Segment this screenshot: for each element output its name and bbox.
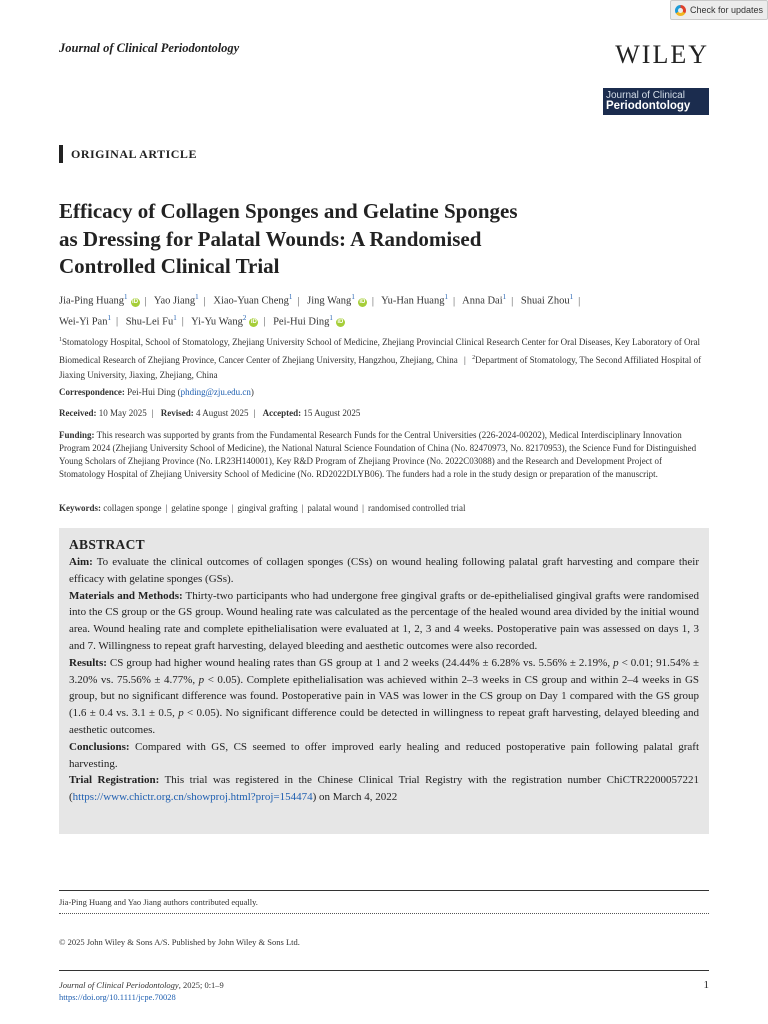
abstract-results: [69, 655, 699, 739]
author-affil-sup: 1: [329, 313, 333, 322]
author-separator: |: [203, 295, 206, 307]
abstract-heading: ABSTRACT: [69, 537, 145, 552]
funding-statement: [59, 429, 709, 481]
author-list: [59, 289, 709, 330]
footnote-rule: [59, 890, 709, 891]
received-date: 10 May 2025: [98, 408, 147, 418]
author-affil-sup: 1: [502, 293, 507, 301]
author-name[interactable]: Jing Wang: [307, 295, 352, 307]
affiliation-1: Stomatology Hospital, School of Stomatology, Zhejiang University School of Medicine, Zhejiang Provincial Clinical Research Center for Oral Diseases, Key Laboratory of Oral Biomedical Research of Zhejiang Province, Cancer Center of Zhejiang University, Hangzhou, Zhejiang, China: [59, 337, 701, 365]
footer-rule: [59, 970, 709, 971]
abstract-conclusions: [69, 739, 699, 773]
journal-logo-line2: Periodontology: [606, 100, 691, 112]
author-affil-sup: 1: [107, 313, 111, 322]
author-separator: |: [578, 295, 581, 307]
methods-label: Materials and Methods:: [69, 589, 183, 602]
p-symbol: p: [178, 707, 184, 720]
orcid-icon[interactable]: iD: [337, 319, 344, 325]
keyword: gelatine sponge: [171, 503, 228, 513]
title-line: Controlled Clinical Trial: [59, 254, 280, 278]
results-text: < 0.05). No significant difference could be detected in willingness to repeat graft harvesting, delayed bleeding and aesthetic outcomes.: [69, 707, 699, 736]
received-label: Received:: [59, 408, 97, 418]
affil-separator: |: [464, 354, 466, 365]
orcid-icon[interactable]: iD: [359, 298, 366, 305]
orcid-icon[interactable]: iD: [250, 319, 257, 325]
revised-date: 4 August 2025: [196, 408, 249, 418]
journal-logo: [603, 88, 709, 115]
affil-sup: 2: [472, 354, 476, 361]
funding-label: Funding:: [59, 430, 95, 440]
accepted-label: Accepted:: [262, 408, 302, 418]
crossmark-icon: [675, 5, 686, 16]
affil-sup: 1: [59, 337, 62, 343]
keyword: palatal wound: [307, 503, 359, 513]
conclusions-text: Compared with GS, CS seemed to offer improved early healing and reduced postoperative pain following palatal graft harvesting.: [69, 740, 700, 770]
abstract-trial-registration: [69, 772, 699, 806]
trial-text: This trial was registered in the Chinese Clinical Trial Registry with the registration number ChiCTR2200057221 (: [69, 774, 699, 804]
trial-label: Trial Registration:: [69, 774, 160, 787]
author-separator: |: [371, 295, 374, 307]
correspondence: Correspondence: Pei-Hui Ding (phding@zju.edu.cn): [59, 387, 254, 397]
results-label: Results:: [69, 656, 107, 669]
author-name[interactable]: Yi-Yu Wang: [191, 316, 243, 327]
author-separator: |: [144, 295, 147, 307]
author-name[interactable]: Shu-Lei Fu: [125, 316, 174, 327]
results-text: < 0.05). Complete epithelialisation was achieved within 2–3 weeks in CS group and within 2–4 weeks in GS group, but no significant difference was found. Postoperative pain in VAS was lower in the CS group on Day 1 compared with the GS group (1.6 ± 0.4 vs. 3.1 ± 0.5,: [69, 673, 700, 720]
abstract-methods: [69, 588, 699, 655]
author-separator: |: [297, 295, 300, 307]
aim-label: Aim:: [69, 556, 93, 568]
author-name[interactable]: Yu-Han Huang: [381, 295, 445, 307]
abstract-box: [59, 528, 709, 834]
author-affil-sup: 1: [569, 293, 574, 301]
author-separator: |: [115, 316, 119, 327]
conclusions-label: Conclusions:: [69, 740, 130, 753]
journal-logo-line1: Journal of Clinical: [606, 90, 685, 101]
keyword: gingival grafting: [237, 503, 298, 513]
keyword: randomised controlled trial: [367, 503, 466, 513]
author-affil-sup: 1: [444, 293, 448, 301]
aim-text: To evaluate the clinical outcomes of collagen sponges (CSs) on wound healing following palatal graft harvesting and compare their efficacy with gelatine sponges (GSs).: [69, 556, 699, 585]
doi-link[interactable]: https://doi.org/10.1111/jcpe.70028: [59, 992, 176, 1002]
page-number: 1: [703, 979, 709, 991]
methods-text: Thirty-two participants who had undergone free gingival grafts or de-epithelialised gingival grafts were randomised into the CS group or the GS group. Wound healing rate was calculated as the percentage of the healed wound area divided by the initial wound area. Wound healing rate and complete epithelialisation were evaluated at 1, 2, 3 and 4 weeks. Postoperative pain was assessed on days 1, 3 and 7. Willingness to repeat graft harvesting, delayed bleeding and aesthetic outcomes were also recorded.: [69, 589, 700, 652]
title-line: Efficacy of Collagen Sponges and Gelatine Sponges: [59, 199, 518, 223]
author-affil-sup: 1: [351, 293, 355, 301]
check-for-updates-label: Check for updates: [690, 5, 764, 15]
article-type: ORIGINAL ARTICLE: [59, 145, 197, 163]
author-name[interactable]: Pei-Hui Ding: [273, 316, 330, 327]
author-separator: |: [511, 295, 514, 307]
abstract-aim: [69, 554, 699, 588]
article-dates: Received: 10 May 2025 | Revised: 4 August 2025 | Accepted: 15 August 2025: [59, 408, 361, 418]
copyright-note: © 2025 John Wiley & Sons A/S. Published by John Wiley & Sons Ltd.: [59, 937, 300, 947]
revised-label: Revised:: [160, 408, 194, 418]
trial-text: ) on March 4, 2022: [312, 791, 398, 804]
affiliation-2: Department of Stomatology, The Second Affiliated Hospital of Jiaxing University, Jiaxing, Zhejiang, China: [59, 354, 702, 380]
trial-registry-link[interactable]: https://www.chictr.org.cn/showproj.html?proj=154474: [72, 791, 313, 804]
author-separator: |: [181, 316, 184, 327]
correspondence-label: Correspondence:: [59, 387, 125, 397]
author-name[interactable]: Anna Dai: [462, 295, 503, 307]
equal-contribution-note: Jia-Ping Huang and Yao Jiang authors contributed equally.: [59, 897, 258, 907]
correspondence-name: Pei-Hui Ding: [127, 387, 176, 397]
p-symbol: p: [198, 673, 205, 686]
citation-journal: Journal of Clinical Periodontology: [59, 980, 179, 990]
funding-text: This research was supported by grants from the Fundamental Research Funds for the Central Universities (226-2024-00202), Medical Interdisciplinary Innovation Program 2024 (Zhejiang University School of Medicine), the National Natural Science Foundation of China (No. 82470973, No. 82170953), the Science Fund for Distinguished Young Scholars of Zhejiang Province (No. LR23H140001), Key R&D Program of Zhejiang Province (No. 2022C03088) and the Research and Development Project of Stomatology Hospital of Zhejiang University School of Medicine (No. RD2022DLYB06). The funders had a role in the study design or preparation of the manuscript.: [59, 430, 697, 479]
citation-footer: [59, 979, 224, 1003]
author-affil-sup: 1: [124, 293, 128, 301]
author-affil-sup: 2: [242, 313, 247, 322]
p-symbol: p: [613, 656, 619, 669]
keywords-label: Keywords:: [59, 503, 101, 513]
author-name[interactable]: Yao Jiang: [153, 295, 196, 307]
author-affil-sup: 1: [288, 293, 293, 301]
author-affil-sup: 1: [195, 293, 199, 301]
results-text: < 0.01; 91.54% ± 3.20% vs. 75.56% ± 4.77%,: [69, 656, 700, 686]
author-name[interactable]: Wei-Yi Pan: [59, 316, 108, 327]
author-separator: |: [452, 295, 456, 307]
author-affil-sup: 1: [173, 313, 177, 322]
keyword: collagen sponge: [103, 503, 162, 513]
title-line: as Dressing for Palatal Wounds: A Randomised: [59, 226, 482, 251]
article-title: [59, 198, 659, 281]
footnote-divider: [59, 913, 709, 914]
journal-name: Journal of Clinical Periodontology: [59, 41, 240, 55]
citation-volume: , 2025; 0:1–9: [178, 980, 224, 990]
author-name[interactable]: Jia-Ping Huang: [59, 295, 125, 307]
orcid-icon[interactable]: iD: [132, 298, 139, 305]
author-name[interactable]: Xiao-Yuan Cheng: [213, 295, 289, 307]
correspondence-email-link[interactable]: phding@zju.edu.cn: [180, 387, 251, 397]
check-for-updates-button[interactable]: [670, 0, 768, 20]
author-separator: |: [263, 316, 266, 327]
keywords: Keywords: collagen sponge | gelatine sponge | gingival grafting | palatal wound | randomised controlled trial: [59, 503, 466, 513]
affiliations: [59, 333, 709, 384]
accepted-date: 15 August 2025: [303, 408, 361, 418]
author-name[interactable]: Shuai Zhou: [520, 295, 570, 307]
results-text: CS group had higher wound healing rates than GS group at 1 and 2 weeks (24.44% ± 6.28% vs. 5.56% ± 2.19%,: [109, 656, 611, 669]
publisher-logo: WILEY: [615, 40, 709, 69]
